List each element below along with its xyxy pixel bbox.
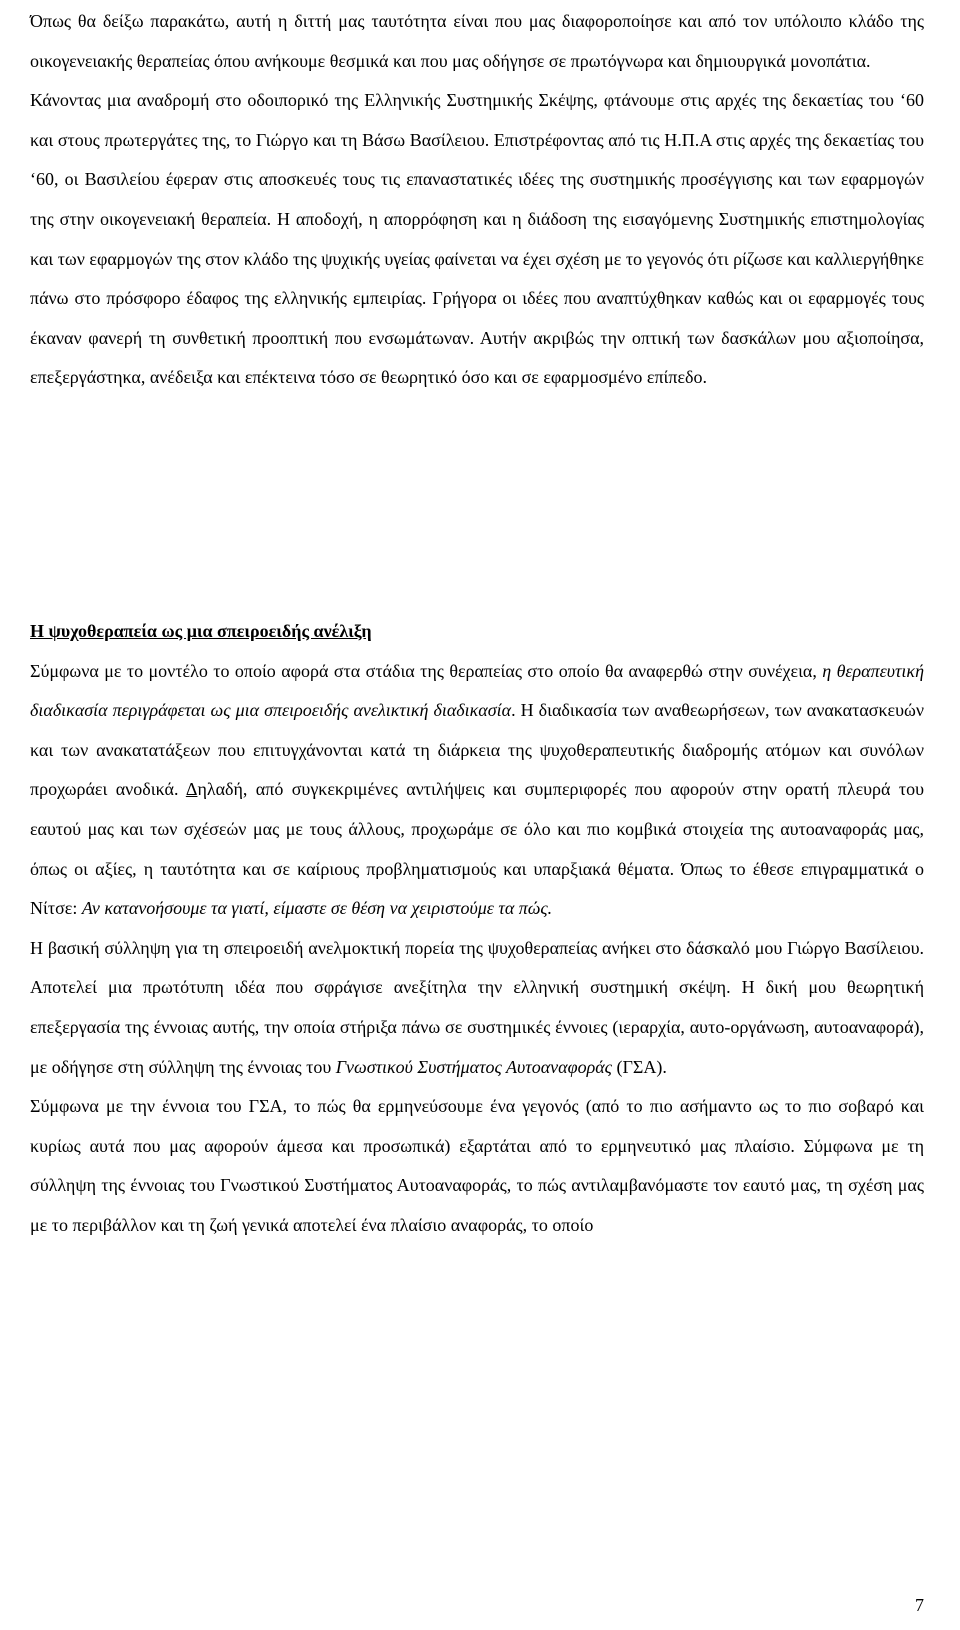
italic-run: η θεραπευτική διαδικασία περιγράφεται ως μια σπειροειδής ανελικτική διαδικασία [30,660,924,721]
text-run: (ΓΣΑ). [611,1056,667,1077]
paragraph-gsa: Σύμφωνα με την έννοια του ΓΣΑ, το πώς θα ερμηνεύσουμε ένα γεγονός (από το πιο ασήμαντο ως το πιο σοβαρό και κυρίως αυτά που μας αφορούν άμεσα και προσωπικά) εξαρτάται από το ερμηνευτικό μας πλαίσιο. Σύμφωνα με τη σύλληψη της έννοιας του Γνωστικού Συστήματος Αυτοαναφοράς, το πώς αντιλαμβανόμαστε τον εαυτό μας, τη σχέση μας με το περιβάλλον και τη ζωή γενικά αποτελεί ένα πλαίσιο αναφοράς, το οποίο [30,1096,924,1235]
nietzsche-quote: Αν κατανοήσουμε τα γιατί, είμαστε σε θέση να χειριστούμε τα πώς. [81,898,553,919]
paragraph-vasiki-syllipsi [30,929,924,1087]
paragraph-diaforopoiisi: Όπως θα δείξω παρακάτω, αυτή η διττή μας ταυτότητα είναι που μας διαφοροποίησε και από τον υπόλοιπο κλάδο της οικογενειακής θεραπείας όπου ανήκουμε θεσμικά και που μας οδήγησε σε πρωτόγνωρα και δημιουργικά μονοπάτια. [30,11,924,71]
section-spiral [30,612,924,1246]
intro-text [30,2,924,398]
paragraph-anadromi: Κάνοντας μια αναδρομή στο οδοιπορικό της Ελληνικής Συστημικής Σκέψης, φτάνουμε στις αρχές της δεκαετίας του ‘60 και στους πρωτεργάτες της, το Γιώργο και τη Βάσω Βασίλειου. Επιστρέφοντας από τις Η.Π.Α στις αρχές της δεκαετίας του ‘60, οι Βασιλείου έφεραν στις αποσκευές τους τις επαναστατικές ιδέες της συστημικής προσέγγισης και των εφαρμογών της στην οικογενειακή θεραπεία. Η αποδοχή, η απορρόφηση και η διάδοση της εισαγόμενης Συστημικής επιστημολογίας και των εφαρμογών της στον κλάδο της ψυχικής υγείας φαίνεται να έχει σχέση με το γεγονός ότι ρίζωσε και καλλιεργήθηκε πάνω στο πρόσφορο έδαφος της ελληνικής εμπειρίας. Γρήγορα οι ιδέες που αναπτύχθηκαν καθώς και οι εφαρμογές τους έκαναν φανερή τη συνθετική προοπτική που ενσωμάτωναν. Αυτήν ακριβώς την οπτική των δασκάλων μου αξιοποίησα, επεξεργάστηκα, ανέδειξα και επέκτεινα τόσο σε θεωρητικό όσο και σε εφαρμοσμένο επίπεδο. [30,90,924,388]
page-number: 7 [915,1595,924,1615]
text-run: . Η διαδικασία των αναθεωρήσεων, των ανακατασκευών και των ανακατατάξεων που επιτυγχάνονται κατά τη διάρκεια της ψυχοθεραπευτικής διαδρομής ατόμων και συνόλων προχωράει ανοδικά. [30,700,924,800]
text-run: ηλαδή, από συγκεκριμένες αντιλήψεις και συμπεριφορές που αφορούν στην ορατή πλευρά του εαυτού μας και των σχέσεών μας με τους άλλους, προχωράμε σε όλο και πιο κομβικά στοιχεία της αυτοαναφοράς μας, όπως οι αξίες, η ταυτότητα και σε καίριους προβληματισμούς και υπαρξιακά θέματα. Όπως το έθεσε επιγραμματικά ο Νίτσε: [30,779,924,919]
text-run: Η βασική σύλληψη για τη σπειροειδή ανελμοκτική πορεία της ψυχοθεραπείας ανήκει στο δάσκαλό μου Γιώργο Βασίλειου. Αποτελεί μια πρωτότυπη ιδέα που σφράγισε ανεξίτηλα την ελληνική συστημική σκέψη. Η δική μου θεωρητική επεξεργασία της έννοιας αυτής, την οποία στήριξα πάνω σε συστημικές έννοιες (ιεραρχία, αυτο-οργάνωση, αυτοαναφορά), με οδήγησε στη σύλληψη της έννοιας του [30,937,924,1077]
text-run: Σύμφωνα με το μοντέλο το οποίο αφορά στα στάδια της θεραπείας στο οποίο θα αναφερθώ στην συνέχεια, [30,660,823,681]
italic-term-gsa: Γνωστικού Συστήματος Αυτοαναφοράς [335,1056,612,1077]
section-heading: Η ψυχοθεραπεία ως μια σπειροειδής ανέλιξη [30,621,372,641]
paragraph-montelo [30,652,924,929]
underlined-letter: Δ [185,779,198,800]
